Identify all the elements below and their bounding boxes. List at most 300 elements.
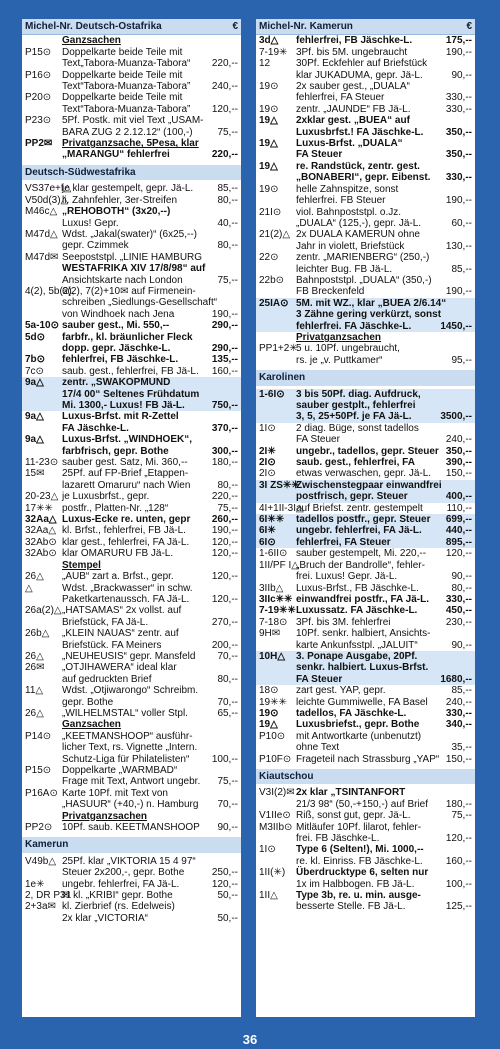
entry-price: 340,-- [445,719,472,731]
entry-line [296,617,472,628]
entry-line [296,218,472,229]
entry-text: Mi. 1300,- Luxus! FB Jä-L. [62,400,185,411]
entry-text: Frage mit Text, Antwort ungebr. [62,776,201,788]
michel-number: M47d✉ [25,251,59,263]
michel-number: 19⊙ [259,103,279,115]
catalog-entry [256,275,475,298]
entry-price: 290,-- [211,342,238,354]
catalog-entry [22,571,241,582]
entry-price: 240,-- [445,434,472,446]
entry-line [296,115,472,126]
entry-description [296,35,472,46]
entry-price: 350,-- [445,445,472,457]
entry-line [296,525,472,536]
entry-line [296,754,472,765]
catalog-entry [22,457,241,468]
michel-number: P23⊙ [25,115,52,127]
catalog-entry [256,890,475,913]
section-title: Kamerun [22,837,241,852]
entry-line [296,844,472,855]
entry-price: 120,-- [211,548,238,560]
entry-line [296,184,472,195]
entry-line [62,651,238,662]
entry-text: re. kl. Einriss. FB Jäschke-L. [296,855,423,867]
entry-text: ungebr., tadellos, gepr. Steuer [296,445,439,457]
michel-number: PP2✉ [25,138,53,150]
entry-description [62,731,238,765]
michel-number: 26b△ [25,628,50,640]
michel-number: V50d(3)△ [25,194,69,206]
entry-description [296,731,472,754]
michel-number: 7-19✳✳ [259,605,296,617]
catalog-entry [22,525,241,536]
michel-number: P16A⊙ [25,787,58,799]
entry-text: frei. FB Jäschke-L. [296,833,380,845]
section-title: Deutsch-Südwestafrika [22,165,241,180]
michel-number: 1II(✳) [259,867,286,879]
entry-price: 3500,-- [440,411,472,423]
entry-text: klar JUKADUMA, gepr. Jä-L. [296,69,423,81]
entry-price: 100,-- [445,878,472,890]
entry-price: 200,-- [211,639,238,651]
michel-number: △ [25,582,33,594]
entry-line [62,240,238,251]
entry-text: BARA ZUG 2 2.12.12“ (100,-) [62,126,193,138]
entry-description [62,92,238,115]
entry-description [62,503,238,514]
entry-price: 70,-- [217,650,238,662]
catalog-entry [256,58,475,81]
entry-text: Briefstück, FA Jä-L. [62,616,149,628]
left-column-header [22,19,241,35]
entry-price: 330,-- [445,593,472,605]
entry-line [296,457,472,468]
michel-number: P20⊙ [25,92,52,104]
catalog-entry [256,525,475,536]
entry-line [296,92,472,103]
entry-description [296,115,472,138]
catalog-entry [256,651,475,685]
left-header-currency: € [232,21,238,32]
michel-number: 19△ [259,160,278,172]
entry-price: 150,-- [445,753,472,765]
entry-price: 160,-- [211,365,238,377]
catalog-entry [256,548,475,559]
entry-line [62,913,238,924]
entry-line [296,468,472,479]
entry-description [62,377,238,411]
entry-text: Text„Tabora-Muanza-Tabora“ [62,58,191,70]
entry-line [62,366,238,377]
michel-number: P16⊙ [25,69,52,81]
entry-text: „NEUHEUSIS“ gepr. Mansfeld [62,650,196,662]
michel-number: 7c⊙ [25,365,44,377]
entry-line [296,104,472,115]
entry-line [296,583,472,594]
michel-number: 1e✳ [25,878,45,890]
michel-number: 19✳✳ [259,696,287,708]
right-header-currency: € [466,21,472,32]
entry-line [296,229,472,240]
entry-description [296,184,472,207]
entry-text: 5 u. 10Pf. ungebraucht, [296,343,400,355]
catalog-entry [22,286,241,320]
entry-text: Luxus-Brfst. „DUALA“ [296,138,403,150]
entry-description [62,890,238,901]
entry-line [62,92,238,103]
entry-text: 5M. mit WZ., klar „BUEA 2/6.14“ [296,297,447,309]
entry-description [296,867,472,890]
entry-text: tadellos postfr., gepr. Steuer [296,514,431,526]
entry-description [296,754,472,765]
entry-line [296,332,472,343]
entry-description [296,822,472,845]
entry-text: Stempel [62,559,101,571]
catalog-entry [22,548,241,559]
entry-text: 17/4 00“ Seltenes Frühdatum [62,388,200,400]
entry-line [296,389,472,400]
michel-number: 32Ab⊙ [25,548,57,560]
entry-text: 10Pf. saub. KEETMANSHOOP [62,822,200,834]
entry-price: 120,-- [445,833,472,845]
entry-line [62,411,238,422]
catalog-entry [256,719,475,730]
entry-price: 80,-- [451,582,472,594]
catalog-entry [22,252,241,286]
entry-text: 3Pf. bis 5M. ungebraucht [296,46,408,58]
michel-number [25,811,62,822]
entry-line [62,742,238,753]
entry-text: „KLEIN NAUAS“ zentr. auf [62,628,179,640]
entry-line [62,389,238,400]
entry-price: 95,-- [451,354,472,366]
entry-price: 35,-- [451,742,472,754]
left-entry-list [22,35,241,924]
entry-line [62,183,238,194]
entry-line [62,605,238,616]
michel-number: 3IIb△ [259,582,284,594]
entry-line [296,605,472,616]
michel-number: P10⊙ [259,730,286,742]
entry-text: „HATSAMAS“ 2x vollst. auf [62,605,182,617]
entry-description [62,115,238,138]
entry-price: 75,-- [217,126,238,138]
right-column-header [256,19,475,35]
catalog-entry [256,423,475,446]
entry-description [62,206,238,229]
michel-number: 4I+1II-3I△ [259,502,304,514]
michel-number: PP1+2✳ [259,343,298,355]
entry-price: 125,-- [445,901,472,913]
entry-line [296,252,472,263]
catalog-entry [256,115,475,138]
catalog-entry [22,195,241,206]
entry-text: frei. Luxus! Gepr. Jä-L. [296,571,398,583]
catalog-entry [22,890,241,901]
catalog-entry [22,491,241,502]
michel-number: 18⊙ [259,685,279,697]
entry-text: helle Zahnspitze, sonst [296,183,399,195]
entry-text: zart gest. YAP, gepr. [296,685,386,697]
entry-line [62,35,238,46]
entry-text: auf gedruckten Brief [62,673,152,685]
michel-number [259,332,296,343]
michel-number: 21I⊙ [259,206,282,218]
entry-description [62,47,238,70]
entry-text: auf Briefst. zentr. gestempelt [296,502,423,514]
entry-description [296,697,472,708]
entry-line [296,343,472,354]
catalog-entry [22,206,241,229]
entry-price: 270,-- [211,616,238,628]
entry-line [296,127,472,138]
entry-line [296,537,472,548]
entry-line [62,674,238,685]
entry-text: kl. Brfst., fehlerfrei, FB Jä-L. [62,525,186,537]
entry-price: 80,-- [217,240,238,252]
entry-text: FA Jäschke-L. [62,422,129,434]
entry-description [62,537,238,548]
entry-line [62,297,238,308]
entry-line [62,776,238,787]
entry-price: 190,-- [445,46,472,58]
catalog-entry [256,480,475,503]
entry-description [62,70,238,93]
entry-line [296,286,472,297]
entry-description [62,651,238,662]
catalog-entry [256,332,475,343]
michel-number: 32Ab⊙ [25,536,57,548]
entry-line [296,514,472,525]
entry-price: 290,-- [211,320,238,332]
entry-price: 230,-- [445,616,472,628]
entry-price: 300,-- [211,445,238,457]
catalog-entry [256,708,475,719]
catalog-entry [256,731,475,754]
entry-text: Ganzsachen [62,719,121,731]
michel-number: 1-6II⊙ [259,548,288,560]
entry-description [296,548,472,559]
entry-description [62,879,238,890]
entry-price: 190,-- [211,308,238,320]
entry-text: leichte Gummiwelle, FA Basel [296,696,428,708]
entry-text: je klar gestempelt, gepr. Jä-L. [62,183,194,195]
entry-text: FA Steuer [296,434,340,446]
entry-price: 75,-- [217,502,238,514]
catalog-entry [22,879,241,890]
right-entry-list [256,35,475,912]
entry-line [296,731,472,742]
catalog-entry [256,468,475,479]
entry-line [62,788,238,799]
michel-number: 26△ [25,650,44,662]
catalog-entry [22,354,241,365]
catalog-entry [256,560,475,583]
entry-price: 120,-- [211,878,238,890]
michel-number: 10H△ [259,650,286,662]
michel-number: M47d△ [25,228,58,240]
entry-line [62,400,238,411]
entry-text: 3 Zähne gering verkürzt, sonst [296,309,442,321]
catalog-entry [22,377,241,411]
catalog-entry [256,787,475,810]
catalog-entry [22,537,241,548]
entry-text: 10Pf. senkr. halbiert, Ansichts- [296,628,431,640]
entry-text: Ganzsachen [62,35,121,47]
entry-text: Luxus-Brfst. „WINDHOEK“, [62,434,192,446]
michel-number: 4(2), 5b(2), [25,285,75,297]
michel-number: 7-18⊙ [259,616,288,628]
entry-price: 80,-- [217,194,238,206]
entry-line [296,799,472,810]
entry-line [296,411,472,422]
entry-line [296,81,472,92]
entry-price: 330,-- [445,92,472,104]
entry-description [62,628,238,651]
entry-text: Luxusbriefst., gepr. Bothe [296,719,420,731]
entry-description [296,298,472,332]
entry-text: lazarett Omaruru“ nach Wien [62,479,191,491]
entry-description [62,366,238,377]
michel-number: V3I(2)✉ [259,787,295,799]
entry-text: 2x sauber gest., „DUALA“ [296,81,410,93]
entry-description [296,343,472,366]
entry-text: schreiben „Siedlungs-Gesellschaft“ [62,297,218,309]
entry-text: zentr. „SWAKOPMUND [62,377,171,389]
entry-text: „REHOBOTH“ (3x20,--) [62,206,171,218]
entry-text: 21/3 98“ (50,-+150,-) auf Brief [296,798,429,810]
entry-description [296,651,472,685]
michel-number: P10F⊙ [259,753,292,765]
entry-price: 70,-- [217,799,238,811]
catalog-entry [22,811,241,822]
catalog-entry [22,560,241,571]
entry-text: Zwischenstegpaar einwandfrei [296,479,442,491]
entry-price: 699,-- [445,514,472,526]
michel-number: 2I⊙ [259,457,276,469]
entry-price: 220,-- [211,58,238,70]
entry-line [62,332,238,343]
entry-text: 2x DUALA KAMERUN ohne [296,229,420,241]
entry-description [62,229,238,252]
right-column [256,19,475,1017]
entry-price: 175,-- [445,35,472,47]
michel-number: 12 [259,58,271,70]
entry-description [296,58,472,81]
michel-number: 26a(2)△ [25,605,62,617]
entry-text: licher Text, rs. Vignette „Intern. [62,742,198,754]
entry-line [62,275,238,286]
entry-line [62,423,238,434]
michel-number: 26△ [25,707,44,719]
catalog-entry [256,810,475,821]
entry-line [296,890,472,901]
catalog-entry [22,765,241,788]
entry-line [62,811,238,822]
entry-text: Text“Tabora-Muanza-Tabora” [62,103,191,115]
left-header-title: Michel-Nr. Deutsch-Ostafrika [25,21,162,32]
entry-line [62,685,238,696]
entry-price: 130,-- [445,240,472,252]
entry-text: fehlerfrei, FA Steuer [296,92,385,104]
michel-number [25,719,62,730]
entry-price: 85,-- [451,685,472,697]
entry-description [62,662,238,685]
entry-line [62,286,238,297]
entry-line [296,879,472,890]
entry-price: 240,-- [445,696,472,708]
michel-number: 19△ [259,719,278,731]
entry-description [62,605,238,628]
entry-description [62,332,238,355]
entry-text: li. Zahnfehler, 3er-Streifen [62,194,178,206]
entry-price: 750,-- [211,400,238,411]
entry-text: 25Pf. klar „VIKTORIA 15 4 97“ [62,855,196,867]
catalog-entry [256,138,475,161]
michel-number: 7-19✳ [259,46,288,58]
michel-number: 1I⊙ [259,844,276,856]
entry-text: fehlerfrei. FB Steuer [296,195,386,207]
michel-number: 32Aa△ [25,514,57,526]
entry-text: gepr. Czimmek [62,240,129,252]
entry-description [296,708,472,719]
michel-number: 9a△ [25,377,44,389]
catalog-entry [256,343,475,366]
entry-description [296,617,472,628]
entry-line [296,264,472,275]
entry-line [62,263,238,274]
entry-line [62,343,238,354]
michel-number: V49b△ [25,855,57,867]
entry-description [62,195,238,206]
entry-description [62,822,238,833]
entry-price: 90,-- [451,639,472,651]
catalog-entry [256,389,475,423]
entry-description [62,811,238,822]
entry-description [296,332,472,343]
entry-price: 40,-- [217,217,238,229]
entry-description [62,571,238,582]
entry-description [296,810,472,821]
entry-price: 60,-- [451,217,472,229]
catalog-entry [22,719,241,730]
entry-text: dopp. gepr. Jäschke-L. [62,342,171,354]
entry-description [296,525,472,536]
entry-line [62,560,238,571]
entry-text: etwas verwaschen, gepr. Jä-L. [296,468,432,480]
michel-number: 19⊙ [259,183,279,195]
entry-price: 260,-- [211,514,238,526]
entry-price: 220,-- [211,491,238,503]
michel-number: 26✉ [25,662,45,674]
entry-line [296,207,472,218]
catalog-entry [256,685,475,696]
michel-number: 17✳✳ [25,502,53,514]
entry-line [296,423,472,434]
entry-text: Text“Tabora-Muanza-Tabora” [62,81,191,93]
entry-description [296,594,472,605]
entry-text: sauber gestempelt, Mi. 220,-- [296,548,427,560]
michel-number: 3I ZS✳✳ [259,479,300,491]
entry-text: Luxus-Brfst. mit R-Zettel [62,411,179,423]
entry-price: 390,-- [445,457,472,469]
entry-text: 3, 5, 25+50Pf. je FA Jä-L. [296,411,412,423]
entry-line [296,400,472,411]
entry-price: 330,-- [445,707,472,719]
entry-description [296,47,472,58]
entry-line [62,537,238,548]
michel-number: 19△ [259,115,278,127]
